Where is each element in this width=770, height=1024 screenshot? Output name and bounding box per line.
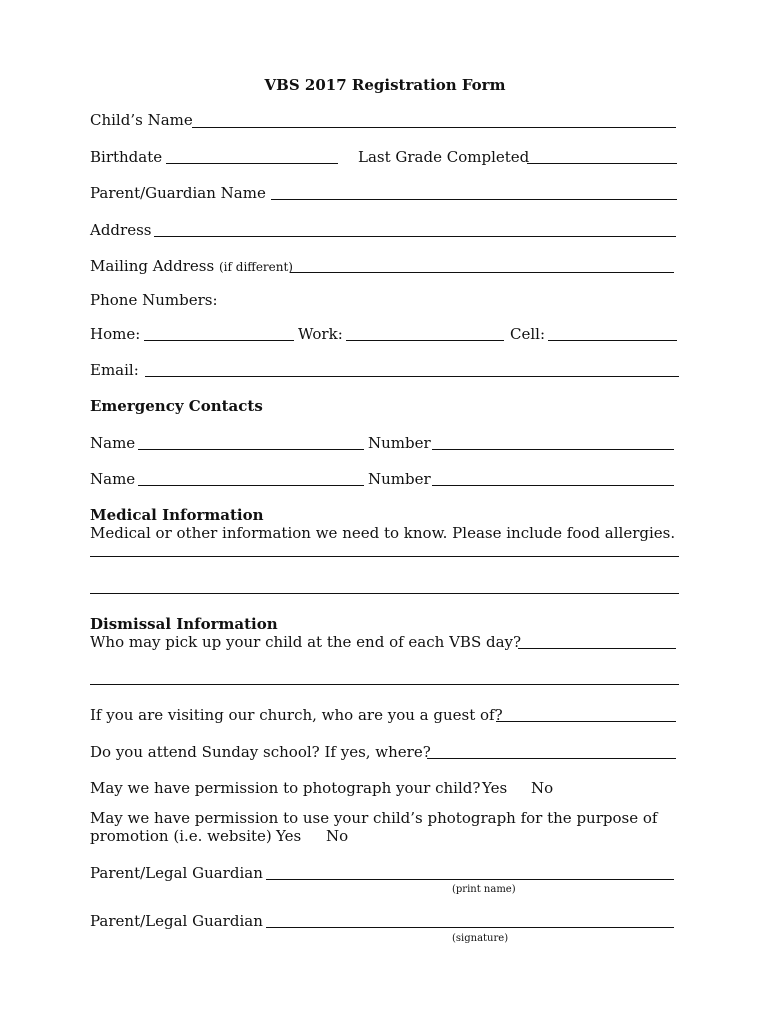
home-phone-field[interactable] [144, 340, 294, 341]
sunday-school-question-label: Do you attend Sunday school? If yes, where? [90, 743, 431, 761]
visiting-guest-field[interactable] [496, 721, 676, 722]
guardian-print-name-field[interactable] [266, 879, 674, 880]
medical-info-line-2[interactable] [90, 593, 679, 594]
photo-use-permission-yes[interactable]: Yes [276, 827, 302, 845]
home-phone-label: Home: [90, 325, 141, 343]
emergency-number-1-field[interactable] [432, 449, 674, 450]
phone-numbers-label: Phone Numbers: [90, 291, 218, 309]
emergency-name-1-field[interactable] [138, 449, 364, 450]
address-label: Address [90, 221, 152, 239]
visiting-question-label: If you are visiting our church, who are you a guest of? [90, 706, 503, 724]
dismissal-information-prompt: Who may pick up your child at the end of each VBS day? [90, 633, 522, 651]
emergency-contacts-heading: Emergency Contacts [90, 397, 263, 415]
emergency-number-1-label: Number [368, 434, 431, 452]
print-name-caption: (print name) [452, 884, 516, 895]
guardian-signature-label: Parent/Legal Guardian [90, 912, 263, 930]
guardian-signature-field[interactable] [266, 927, 674, 928]
photo-use-permission-line-2: promotion (i.e. website) [90, 827, 272, 845]
photo-use-permission-no[interactable]: No [326, 827, 349, 845]
mailing-address-note: (if different) [219, 260, 293, 274]
email-label: Email: [90, 361, 139, 379]
childs-name-label: Child’s Name [90, 111, 193, 129]
childs-name-field[interactable] [192, 127, 676, 128]
sunday-school-field[interactable] [427, 758, 676, 759]
photo-permission-yes[interactable]: Yes [482, 779, 508, 797]
dismissal-information-heading: Dismissal Information [90, 615, 278, 633]
parent-guardian-name-label: Parent/Guardian Name [90, 184, 266, 202]
mailing-address-label [90, 257, 293, 276]
emergency-name-1-label: Name [90, 434, 136, 452]
address-field[interactable] [154, 236, 676, 237]
emergency-number-2-label: Number [368, 470, 431, 488]
medical-info-line-1[interactable] [90, 556, 679, 557]
work-phone-label: Work: [298, 325, 343, 343]
photo-permission-question: May we have permission to photograph your child? [90, 779, 481, 797]
guardian-print-name-label: Parent/Legal Guardian [90, 864, 263, 882]
cell-phone-field[interactable] [548, 340, 677, 341]
dismissal-info-line-2[interactable] [90, 684, 679, 685]
birthdate-label: Birthdate [90, 148, 163, 166]
mailing-address-field[interactable] [290, 272, 674, 273]
photo-use-permission-line-1: May we have permission to use your child’s photograph for the purpose of [90, 809, 658, 827]
work-phone-field[interactable] [346, 340, 504, 341]
last-grade-field[interactable] [527, 163, 677, 164]
dismissal-pickup-field[interactable] [518, 648, 676, 649]
emergency-number-2-field[interactable] [432, 485, 674, 486]
emergency-name-2-field[interactable] [138, 485, 364, 486]
email-field[interactable] [145, 376, 679, 377]
photo-permission-no[interactable]: No [531, 779, 554, 797]
signature-caption: (signature) [452, 933, 509, 944]
parent-guardian-name-field[interactable] [271, 199, 677, 200]
birthdate-field[interactable] [166, 163, 338, 164]
cell-phone-label: Cell: [510, 325, 546, 343]
mailing-address-text: Mailing Address [90, 257, 215, 275]
page-title: VBS 2017 Registration Form [264, 76, 506, 94]
medical-information-prompt: Medical or other information we need to know. Please include food allergies. [90, 524, 676, 542]
medical-information-heading: Medical Information [90, 506, 264, 524]
last-grade-label: Last Grade Completed [358, 148, 530, 166]
emergency-name-2-label: Name [90, 470, 136, 488]
